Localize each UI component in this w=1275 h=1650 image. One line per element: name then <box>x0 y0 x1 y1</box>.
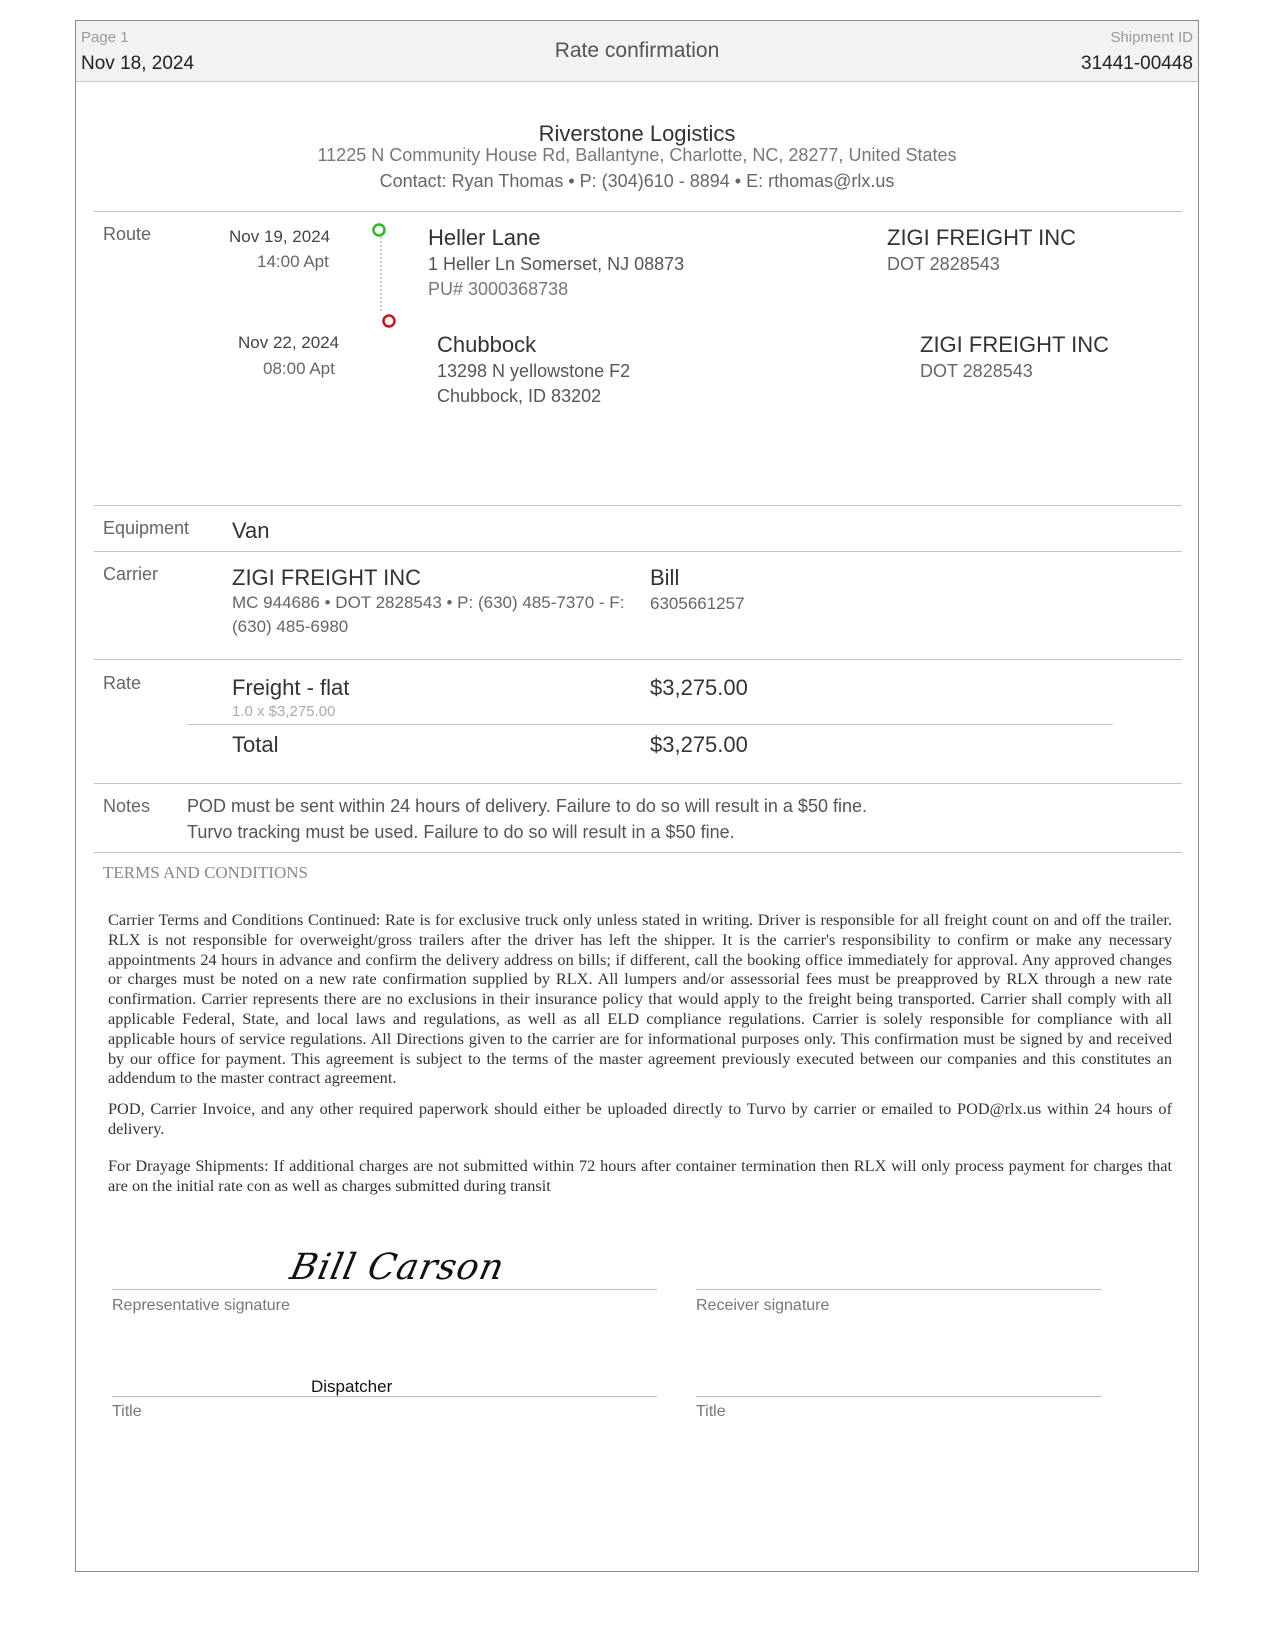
stop-2-address: 13298 N yellowstone F2 <box>437 361 631 381</box>
representative-signature-line <box>112 1289 657 1290</box>
stop-2-time: 08:00 Apt <box>263 359 335 378</box>
rate-divider <box>187 724 1113 725</box>
notes-label: Notes <box>103 796 151 816</box>
carrier-contact-name: Bill <box>650 565 680 590</box>
divider <box>94 852 1182 853</box>
representative-title-label: Title <box>112 1403 142 1420</box>
route-timeline <box>366 219 406 334</box>
receiver-title-label: Title <box>696 1403 726 1420</box>
note-line: POD must be sent within 24 hours of delivery. Failure to do so will result in a $50 fine. <box>187 796 867 816</box>
carrier-fax: (630) 485-6980 <box>232 617 349 636</box>
terms-paragraph: POD, Carrier Invoice, and any other required paperwork should either be uploaded directly to Turvo by carrier or emailed to POD@rlx.us within 24 hours of delivery. <box>108 1099 1172 1138</box>
stop-1-carrier: ZIGI FREIGHT INC <box>887 225 1077 250</box>
delivery-marker-icon <box>384 316 395 327</box>
company-name: Riverstone Logistics <box>538 121 736 146</box>
stop-2-date: Nov 22, 2024 <box>238 333 340 352</box>
equipment-label: Equipment <box>103 518 190 538</box>
divider <box>94 783 1182 784</box>
note-line: Turvo tracking must be used. Failure to do so will result in a $50 fine. <box>187 822 735 842</box>
rate-item-detail: 1.0 x $3,275.00 <box>232 703 336 720</box>
shipment-id-label: Shipment ID <box>1110 29 1193 46</box>
rate-item-amount: $3,275.00 <box>650 675 748 700</box>
terms-paragraph: Carrier Terms and Conditions Continued: Rate is for exclusive truck only unless stated in writing. Driver is responsible for all freight count on and off the trailer. RLX is not responsible for overweight/gross trailers after the driver has left the shipper. It is the carrier's responsibility to confirm or make any necessary appointments 24 hours in advance and confirm the delivery address on bills; if different, call the booking office immediately for approval. Any approved changes or charges must be noted on a new rate confirmation supplied by RLX. All lumpers and/or assessorial fees must be preapproved by RLX through a new rate confirmation. Carrier represents there are no exclusions in their insurance policy that would apply to the freight being transported. Carrier shall comply with all applicable Federal, State, and local laws and regulations, as well as all ELD compliance regulations. Carrier is solely responsible for compliance with all applicable hours of service regulations. All Directions given to the carrier are for informational purposes only. This confirmation must be signed by and received by our office for payment. This agreement is subject to the terms of the master agreement previously executed between our companies and this constitutes an addendum to the master contract agreement. <box>108 910 1172 1088</box>
company-address: 11225 N Community House Rd, Ballantyne, Charlotte, NC, 28277, United States <box>317 145 957 165</box>
document-date: Nov 18, 2024 <box>81 53 195 74</box>
stop-2-carrier: ZIGI FREIGHT INC <box>920 332 1110 357</box>
stop-1-time: 14:00 Apt <box>257 252 329 271</box>
stop-1-name: Heller Lane <box>428 225 541 250</box>
divider <box>94 659 1182 660</box>
stop-1-reference: PU# 3000368738 <box>428 279 569 299</box>
divider <box>94 551 1182 552</box>
stop-2-dot: DOT 2828543 <box>920 361 1033 381</box>
page-label: Page 1 <box>81 29 129 46</box>
rate-item: Freight - flat <box>232 675 350 700</box>
rate-total-amount: $3,275.00 <box>650 732 748 757</box>
route-label: Route <box>103 224 152 244</box>
company-contact: Contact: Ryan Thomas • P: (304)610 - 8894 • E: rthomas@rlx.us <box>379 171 895 191</box>
representative-signature-label: Representative signature <box>112 1297 290 1314</box>
document-title: Rate confirmation <box>554 39 720 62</box>
receiver-signature-label: Receiver signature <box>696 1297 830 1314</box>
stop-1-date: Nov 19, 2024 <box>229 227 331 246</box>
shipment-id: 31441-00448 <box>1081 53 1193 74</box>
divider <box>94 505 1182 506</box>
stop-2-city: Chubbock, ID 83202 <box>437 386 602 406</box>
rate-label: Rate <box>103 673 142 693</box>
equipment-value: Van <box>232 518 270 543</box>
receiver-signature-line[interactable] <box>696 1289 1101 1290</box>
document-header <box>76 21 1198 82</box>
terms-paragraph: For Drayage Shipments: If additional charges are not submitted within 72 hours after container termination then RLX will only process payment for charges that are on the initial rate con as well as charges submitted during transit <box>108 1156 1172 1195</box>
carrier-contact-phone: 6305661257 <box>650 594 745 613</box>
carrier-label: Carrier <box>103 564 159 584</box>
carrier-details: MC 944686 • DOT 2828543 • P: (630) 485-7370 - F: <box>232 593 625 612</box>
stop-1-address: 1 Heller Ln Somerset, NJ 08873 <box>428 254 685 274</box>
representative-title-line <box>112 1396 657 1397</box>
stop-1-dot: DOT 2828543 <box>887 254 1000 274</box>
divider <box>94 211 1182 212</box>
stop-2-name: Chubbock <box>437 332 537 357</box>
rate-total-label: Total <box>232 732 279 757</box>
receiver-title-line[interactable] <box>696 1396 1101 1397</box>
terms-heading: TERMS AND CONDITIONS <box>103 863 308 882</box>
pickup-marker-icon <box>374 225 385 236</box>
representative-title-value: Dispatcher <box>311 1377 393 1396</box>
representative-signature: Bill Carson <box>286 1247 509 1288</box>
rate-confirmation-page <box>75 20 1199 1572</box>
carrier-name: ZIGI FREIGHT INC <box>232 565 422 590</box>
